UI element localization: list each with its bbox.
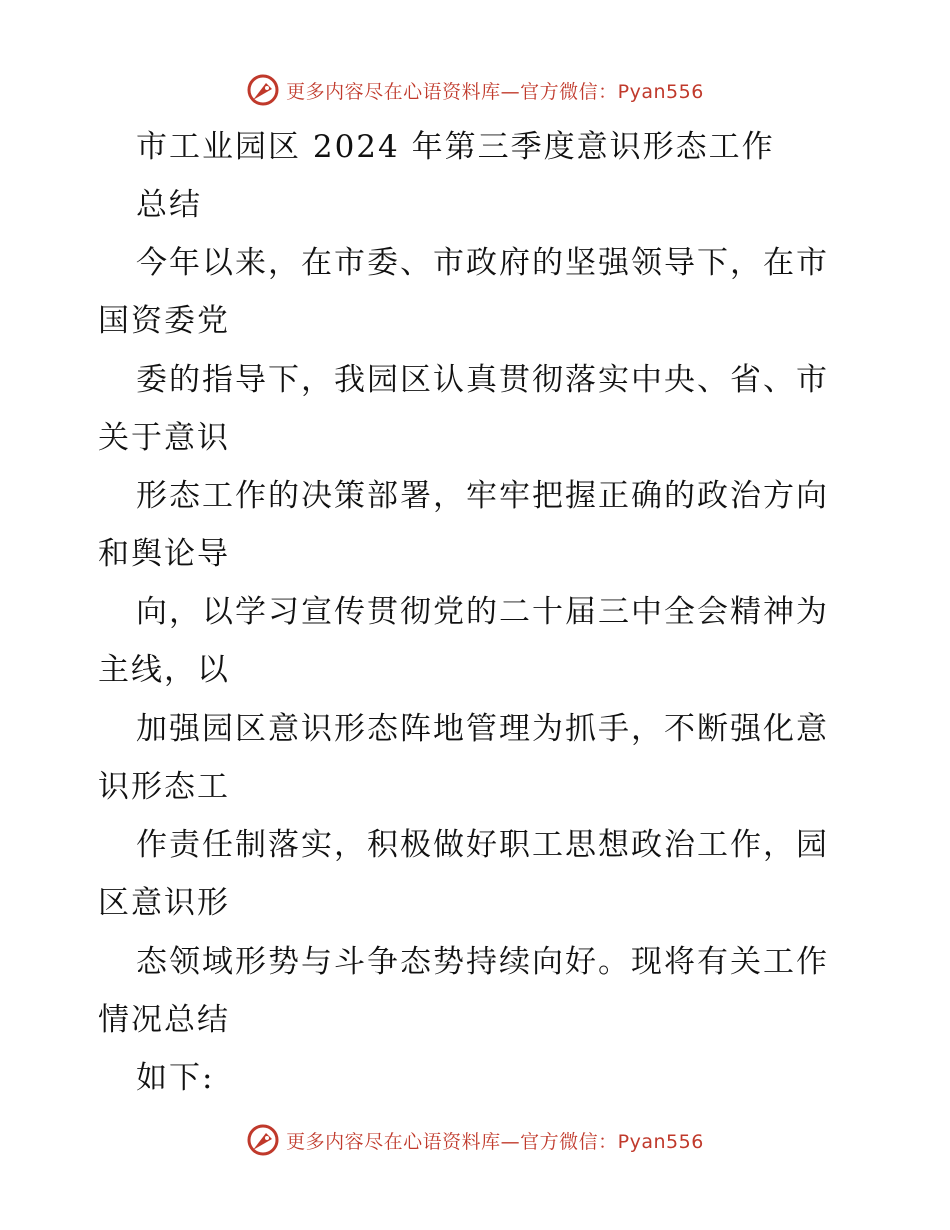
paragraph-line: 如下: — [136, 1060, 215, 1096]
paragraph-line: 情况总结 — [98, 1002, 230, 1038]
watermark-banner-bottom — [0, 1122, 950, 1158]
watermark-text: 更多内容尽在心语资料库—官方微信：Pyan556 — [286, 1130, 704, 1153]
paragraph-line: 向，以学习宣传贯彻党的二十届三中全会精神为 — [136, 594, 829, 630]
paragraph-line: 国资委党 — [98, 303, 230, 339]
paragraph-line: 主线，以 — [98, 652, 230, 688]
watermark-banner-top — [0, 72, 950, 108]
paragraph-line: 形态工作的决策部署，牢牢把握正确的政治方向 — [136, 478, 829, 514]
paragraph-line: 今年以来，在市委、市政府的坚强领导下，在市 — [136, 245, 829, 281]
pen-nib-logo-icon — [246, 73, 280, 107]
watermark-text: 更多内容尽在心语资料库—官方微信：Pyan556 — [286, 80, 704, 103]
paragraph-line: 区意识形 — [98, 885, 230, 921]
paragraph-line: 作责任制落实，积极做好职工思想政治工作，园 — [136, 827, 829, 863]
pen-nib-logo-icon — [246, 1123, 280, 1157]
paragraph-line: 识形态工 — [98, 769, 230, 805]
title-line-1: 市工业园区 2024 年第三季度意识形态工作 — [136, 129, 775, 165]
paragraph-line: 加强园区意识形态阵地管理为抓手，不断强化意 — [136, 711, 829, 747]
paragraph-line: 委的指导下，我园区认真贯彻落实中央、省、市 — [136, 362, 829, 398]
paragraph-line: 关于意识 — [98, 420, 230, 456]
paragraph-line: 和舆论导 — [98, 536, 230, 572]
title-line-2: 总结 — [136, 187, 202, 223]
paragraph-line: 态领域形势与斗争态势持续向好。现将有关工作 — [136, 944, 829, 980]
